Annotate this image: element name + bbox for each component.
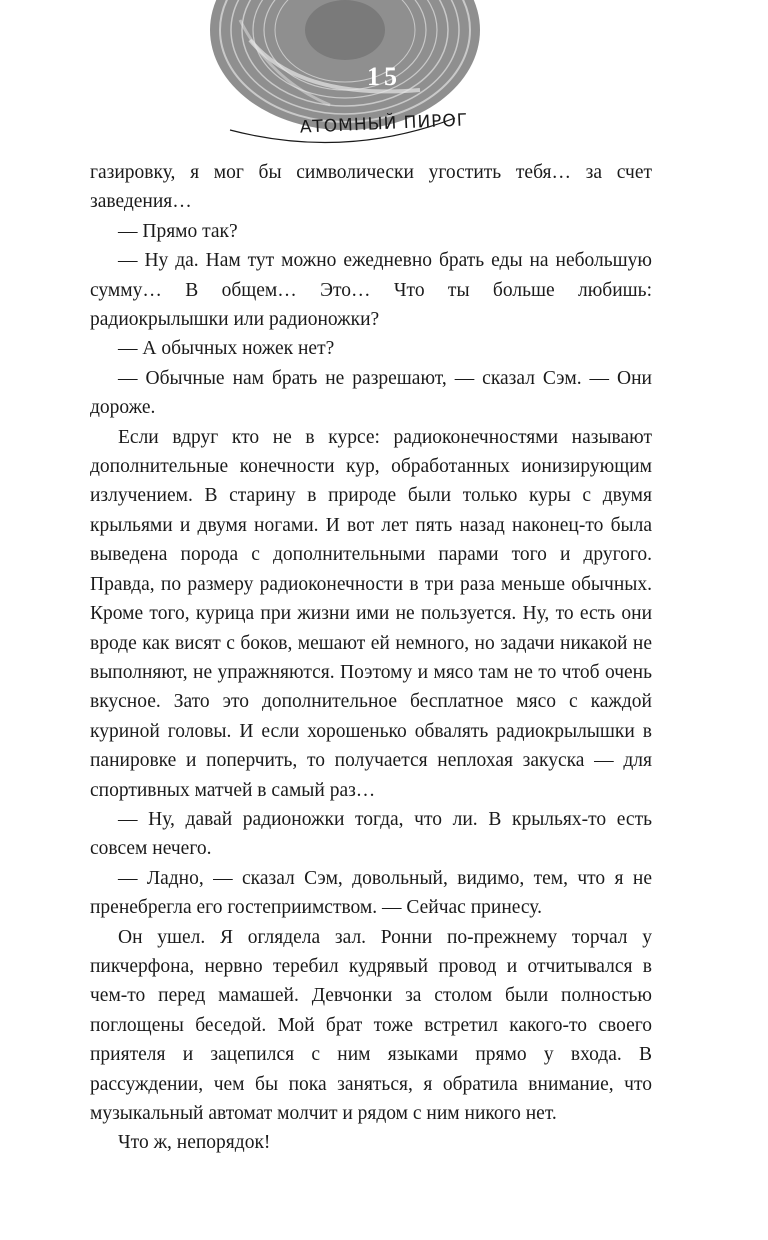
paragraph: — Ладно, — сказал Сэм, довольный, видимо, тем, что я не пренебрегла его гостеприимством. — Сейчас принесу. [90, 867, 652, 919]
body-text [90, 158, 652, 1158]
paragraph: — Ну да. Нам тут можно ежедневно брать еды на небольшую сумму… В общем… Это… Что ты больше любишь: радиокрылышки или радионожки? [90, 250, 652, 331]
chapter-header [0, 0, 768, 160]
chapter-title: АТОМНЫЙ ПИРОГ [299, 110, 469, 138]
paragraph: газировку, я мог бы символически угостить тебя… за счет заведения… [90, 162, 652, 213]
paragraph: — Обычные нам брать не разрешают, — сказал Сэм. — Они дороже. [90, 367, 652, 419]
paragraph: — Ну, давай радионожки тогда, что ли. В крыльях-то есть совсем нечего. [90, 808, 652, 860]
paragraph: Если вдруг кто не в курсе: радиоконечностями называют дополнительные конечности кур, обработанных ионизирующим излучением. В старину в природе были только куры с двумя крыльями и двумя ногами. И вот лет пять назад наконец-то была выведена порода с дополнительными парами того и другого. Правда, по размеру радиоконечности в три раза меньше обычных. Кроме того, курица при жизни ими не пользуется. Ну, то есть они вроде как висят с боков, мешают ей немного, но задачи никакой не выполняют, не упражняются. Поэтому и мясо там не то чтоб очень вкусное. Зато это дополнительное бесплатное мясо с каждой куриной головы. И если хорошенько обвалять радиокрылышки в панировке и поперчить, то получается неплохая закуска — для спортивных матчей в самый раз… [90, 426, 652, 801]
paragraph: — Прямо так? [118, 220, 238, 242]
page-number: 15 [367, 62, 401, 91]
paragraph: Он ушел. Я оглядела зал. Ронни по-прежнему торчал у пикчерфона, нервно теребил кудрявый провод и отчитывался в чем-то перед мамашей. Девчонки за столом были полностью поглощены беседой. Мой брат тоже встретил какого-то своего приятеля и зацепился с ним языками прямо у входа. В рассуждении, чем бы пока заняться, я обратила внимание, что музыкальный автомат молчит и рядом с ним никого нет. [90, 926, 652, 1124]
paragraph: — А обычных ножек нет? [118, 338, 335, 360]
paragraph: Что ж, непорядок! [118, 1132, 271, 1154]
